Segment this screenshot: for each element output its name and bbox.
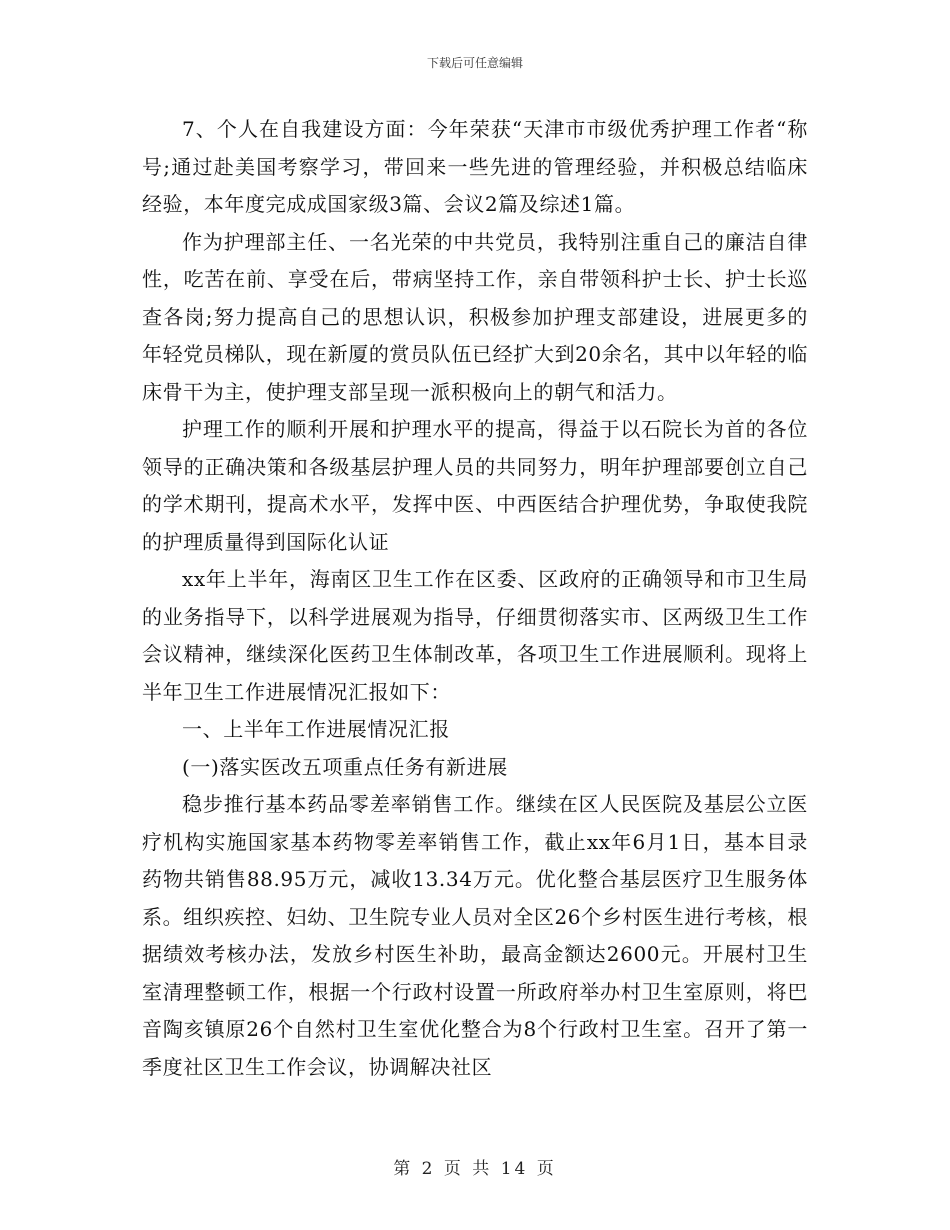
paragraph: 稳步推行基本药品零差率销售工作。继续在区人民医院及基层公立医疗机构实施国家基本药物零差率销售工作，截止xx年6月1日，基本目录药物共销售88.95万元，减收13.34万元。优化整合基层医疗卫生服务体系。组织疾控、妇幼、卫生院专业人员对全区26个乡村医生进行考核，根据绩效考核办法，发放乡村医生补助，最高金额达2600元。开展村卫生室清理整顿工作，根据一个行政村设置一所政府举办村卫生室原则，将巴音陶亥镇原26个自然村卫生室优化整合为8个行政村卫生室。召开了第一季度社区卫生工作会议，协调解决社区 — [142, 792, 808, 1079]
document-body — [142, 111, 808, 1086]
paragraph: 作为护理部主任、一名光荣的中共党员，我特别注重自己的廉洁自律性，吃苦在前、享受在后，带病坚持工作，亲自带领科护士长、护士长巡查各岗;努力提高自己的思想认识，积极参加护理支部建设，进展更多的年轻党员梯队，现在新厦的赏员队伍已经扩大到20余名，其中以年轻的临床骨干为主，使护理支部呈现一派积极向上的朝气和活力。 — [142, 229, 808, 404]
paragraph: xx年上半年，海南区卫生工作在区委、区政府的正确领导和市卫生局的业务指导下，以科学进展观为指导，仔细贯彻落实市、区两级卫生工作会议精神，继续深化医药卫生体制改革，各项卫生工作进展顺利。现将上半年卫生工作进展情况汇报如下： — [142, 567, 808, 704]
subsection-heading: (一)落实医改五项重点任务有新进展 — [182, 754, 508, 779]
page-header-note: 下载后可任意编辑 — [426, 56, 523, 70]
section-heading: 一、上半年工作进展情况汇报 — [182, 717, 450, 741]
page-number-footer: 第 2 页 共 14 页 — [393, 1159, 557, 1179]
paragraph: 7、个人在自我建设方面：今年荣获“天津市市级优秀护理工作者“称号;通过赴美国考察学习，带回来一些先进的管理经验，并积极总结临床经验，本年度完成成国家级3篇、会议2篇及综述1篇。 — [142, 117, 808, 216]
paragraph: 护理工作的顺利开展和护理水平的提高，得益于以石院长为首的各位领导的正确决策和各级基层护理人员的共同努力，明年护理部要创立自己的学术期刊，提高术水平，发挥中医、中西医结合护理优势，争取使我院的护理质量得到国际化认证 — [142, 417, 808, 554]
